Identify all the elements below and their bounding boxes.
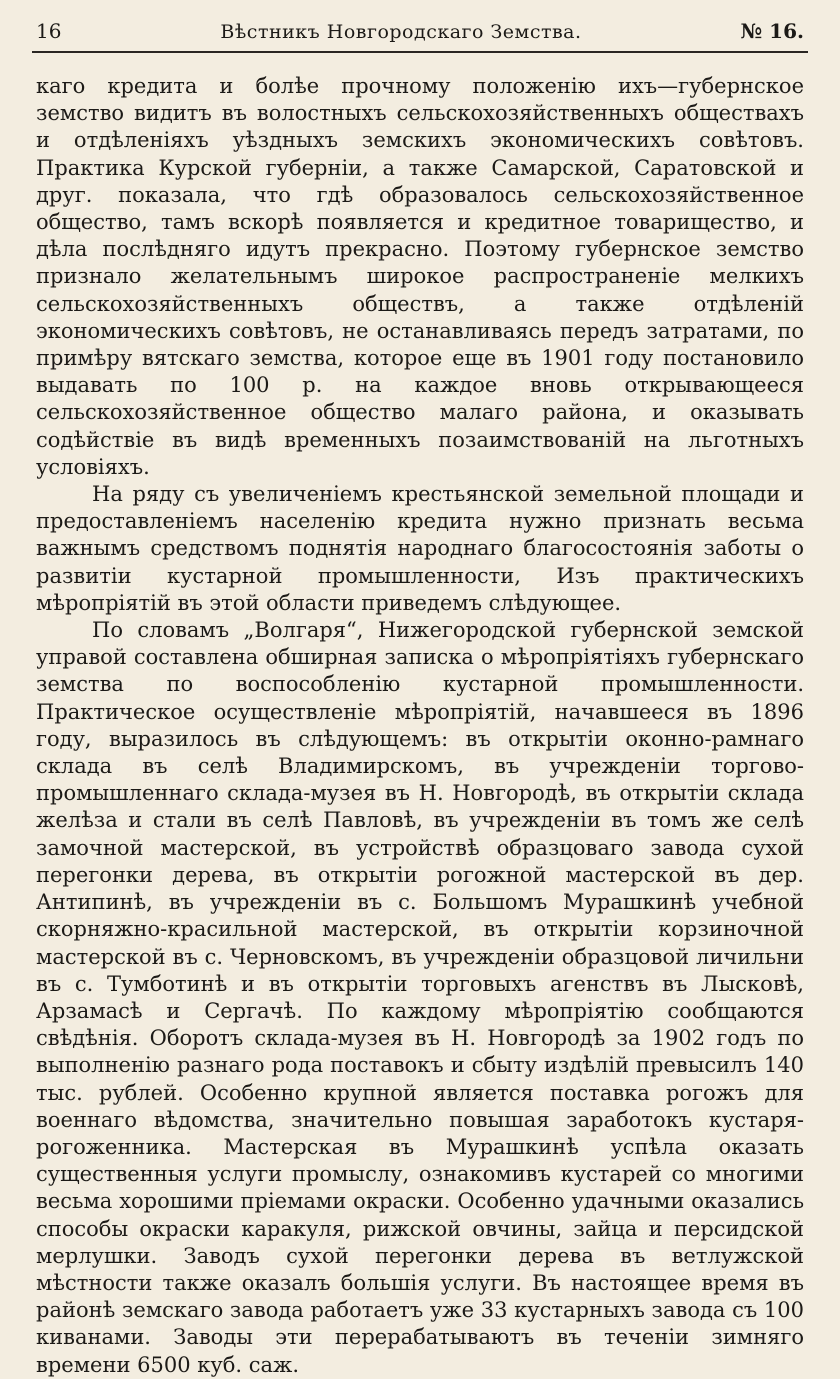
page-number: 16	[36, 19, 62, 43]
paragraph: На ряду съ увеличеніемъ крестьянской земельной площади и предоставленіемъ населенію кредита нужно признать весьма важнымъ средствомъ поднятія народнаго благосостоянія заботы о развитіи кустарной промышленности, Изъ практическихъ мѣропріятій въ этой области приведемъ слѣдующее.	[36, 482, 804, 615]
paragraph: По словамъ „Волгаря“, Нижегородской губернской земской управой составлена обширная записка о мѣропріятіяхъ губернскаго земства по воспособленію кустарной промышленности. Практическое осуществленіе мѣропріятій, начавшееся въ 1896 году, выразилось въ слѣдующемъ: въ открытіи оконно-рамнаго склада въ селѣ Владимирскомъ, въ учрежденіи торгово-промышленнаго склада-музея въ Н. Новгородѣ, въ открытіи склада желѣза и стали въ селѣ Павловѣ, въ учрежденіи въ томъ же селѣ замочной мастерской, въ устройствѣ образцоваго завода сухой перегонки дерева, въ открытіи рогожной мастерской въ дер. Антипинѣ, въ учрежденіи въ с. Большомъ Мурашкинѣ учебной скорняжно-красильной мастерской, въ открытіи корзиночной мастерской въ с. Черновскомъ, въ учрежденіи образцовой личильни въ с. Тумботинѣ и въ открытіи торговыхъ агенствъ въ Лысковѣ, Арзамасѣ и Сергачѣ. По каждому мѣропріятію сообщаются свѣдѣнія. Оборотъ склада-музея въ Н. Новгородѣ за 1902 годъ по выполненію разнаго рода поставокъ и сбыту издѣлій превысилъ 140 тыс. рублей. Особенно крупной является поставка рогожъ для военнаго вѣдомства, значительно повышая заработокъ кустаря-рогоженника. Мастерская въ Мурашкинѣ успѣла оказать существенныя услуги промыслу, ознакомивъ кустарей со многими весьма хорошими пріемами окраски. Особенно удачными оказались способы окраски каракуля, рижской овчины, зайца и персидской мерлушки. Заводъ сухой перегонки дерева въ ветлужской мѣстности также оказалъ большія услуги. Въ настоящее время въ районѣ земскаго завода работаетъ уже 33 кустарныхъ завода съ 100 киванами. Заводы эти перерабатываютъ въ теченіи зимняго времени 6500 куб. саж.	[36, 618, 804, 1377]
article-body	[32, 73, 808, 1379]
issue-number: № 16.	[740, 19, 804, 43]
running-header	[32, 18, 808, 53]
paragraph: каго кредита и болѣе прочному положенію ихъ—губернское земство видитъ въ волостныхъ сельскохозяйственныхъ обществахъ и отдѣленіяхъ уѣздныхъ земскихъ экономическихъ совѣтовъ. Практика Курской губерніи, а также Самарской, Саратовской и друг. показала, что гдѣ образовалось сельскохозяйственное общество, тамъ вскорѣ появляется и кредитное товарищество, и дѣла послѣдняго идутъ прекрасно. Поэтому губернское земство признало желательнымъ широкое распространеніе мелкихъ сельскохозяйственныхъ обществъ, а также отдѣленій экономическихъ совѣтовъ, не останавливаясь передъ затратами, по примѣру вятскаго земства, которое еще въ 1901 году постановило выдавать по 100 р. на каждое вновь открывающееся сельскохозяйственное общество малаго района, и оказывать содѣйствіе въ видѣ временныхъ позаимствованій на льготныхъ условіяхъ.	[36, 74, 804, 479]
journal-title: Вѣстникъ Новгородскаго Земства.	[220, 21, 582, 43]
